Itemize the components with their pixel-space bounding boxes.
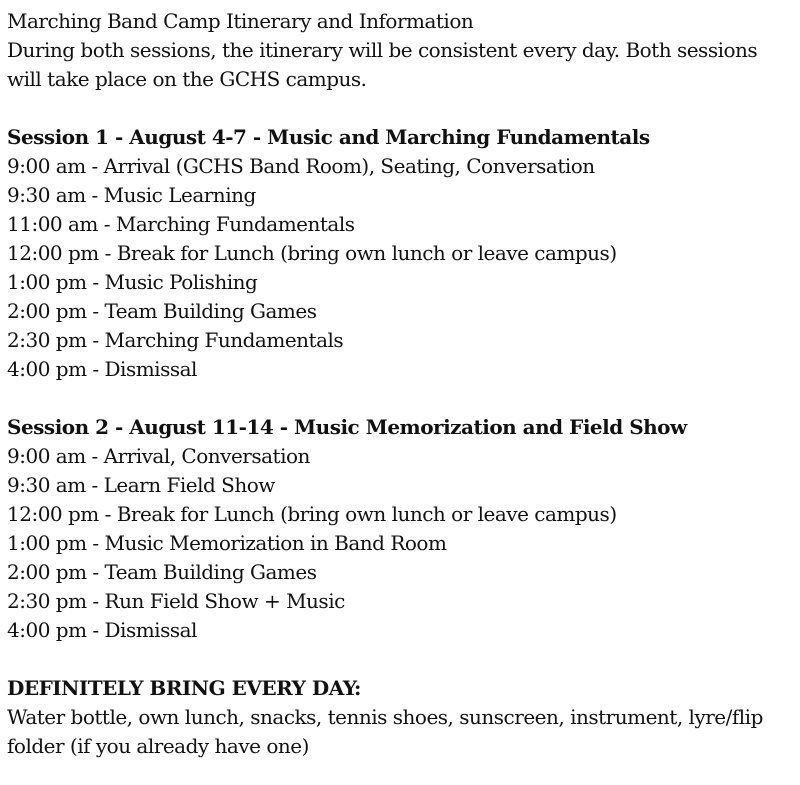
session-1-item: 11:00 am - Marching Fundamentals [7, 212, 355, 236]
session-1-item: 4:00 pm - Dismissal [7, 357, 197, 381]
session-2-heading: Session 2 - August 11-14 - Music Memorization and Field Show [7, 415, 687, 439]
session-2-item: 12:00 pm - Break for Lunch (bring own lunch or leave campus) [7, 502, 617, 526]
session-1-item: 2:00 pm - Team Building Games [7, 299, 317, 323]
session-2-item: 2:00 pm - Team Building Games [7, 560, 317, 584]
session-1-item: 9:30 am - Music Learning [7, 183, 256, 207]
intro-paragraph: During both sessions, the itinerary will be consistent every day. Both sessions will take place on the GCHS campus. [7, 38, 758, 91]
page-title: Marching Band Camp Itinerary and Information [7, 9, 474, 33]
session-1-item: 2:30 pm - Marching Fundamentals [7, 328, 344, 352]
session-2-item: 4:00 pm - Dismissal [7, 618, 197, 642]
session-1-item: 9:00 am - Arrival (GCHS Band Room), Seating, Conversation [7, 154, 595, 178]
spacer [7, 645, 793, 674]
spacer [7, 94, 793, 123]
bring-list: Water bottle, own lunch, snacks, tennis shoes, sunscreen, instrument, lyre/flip folder (if you already have one) [7, 705, 763, 758]
session-2-item: 9:00 am - Arrival, Conversation [7, 444, 310, 468]
session-2-item: 1:00 pm - Music Memorization in Band Room [7, 531, 447, 555]
document [7, 7, 793, 761]
session-1-item: 1:00 pm - Music Polishing [7, 270, 258, 294]
spacer [7, 384, 793, 413]
bring-heading: DEFINITELY BRING EVERY DAY: [7, 676, 361, 700]
session-1-item: 12:00 pm - Break for Lunch (bring own lunch or leave campus) [7, 241, 617, 265]
session-2-item: 2:30 pm - Run Field Show + Music [7, 589, 345, 613]
session-2-item: 9:30 am - Learn Field Show [7, 473, 275, 497]
session-1-heading: Session 1 - August 4-7 - Music and Marching Fundamentals [7, 125, 650, 149]
